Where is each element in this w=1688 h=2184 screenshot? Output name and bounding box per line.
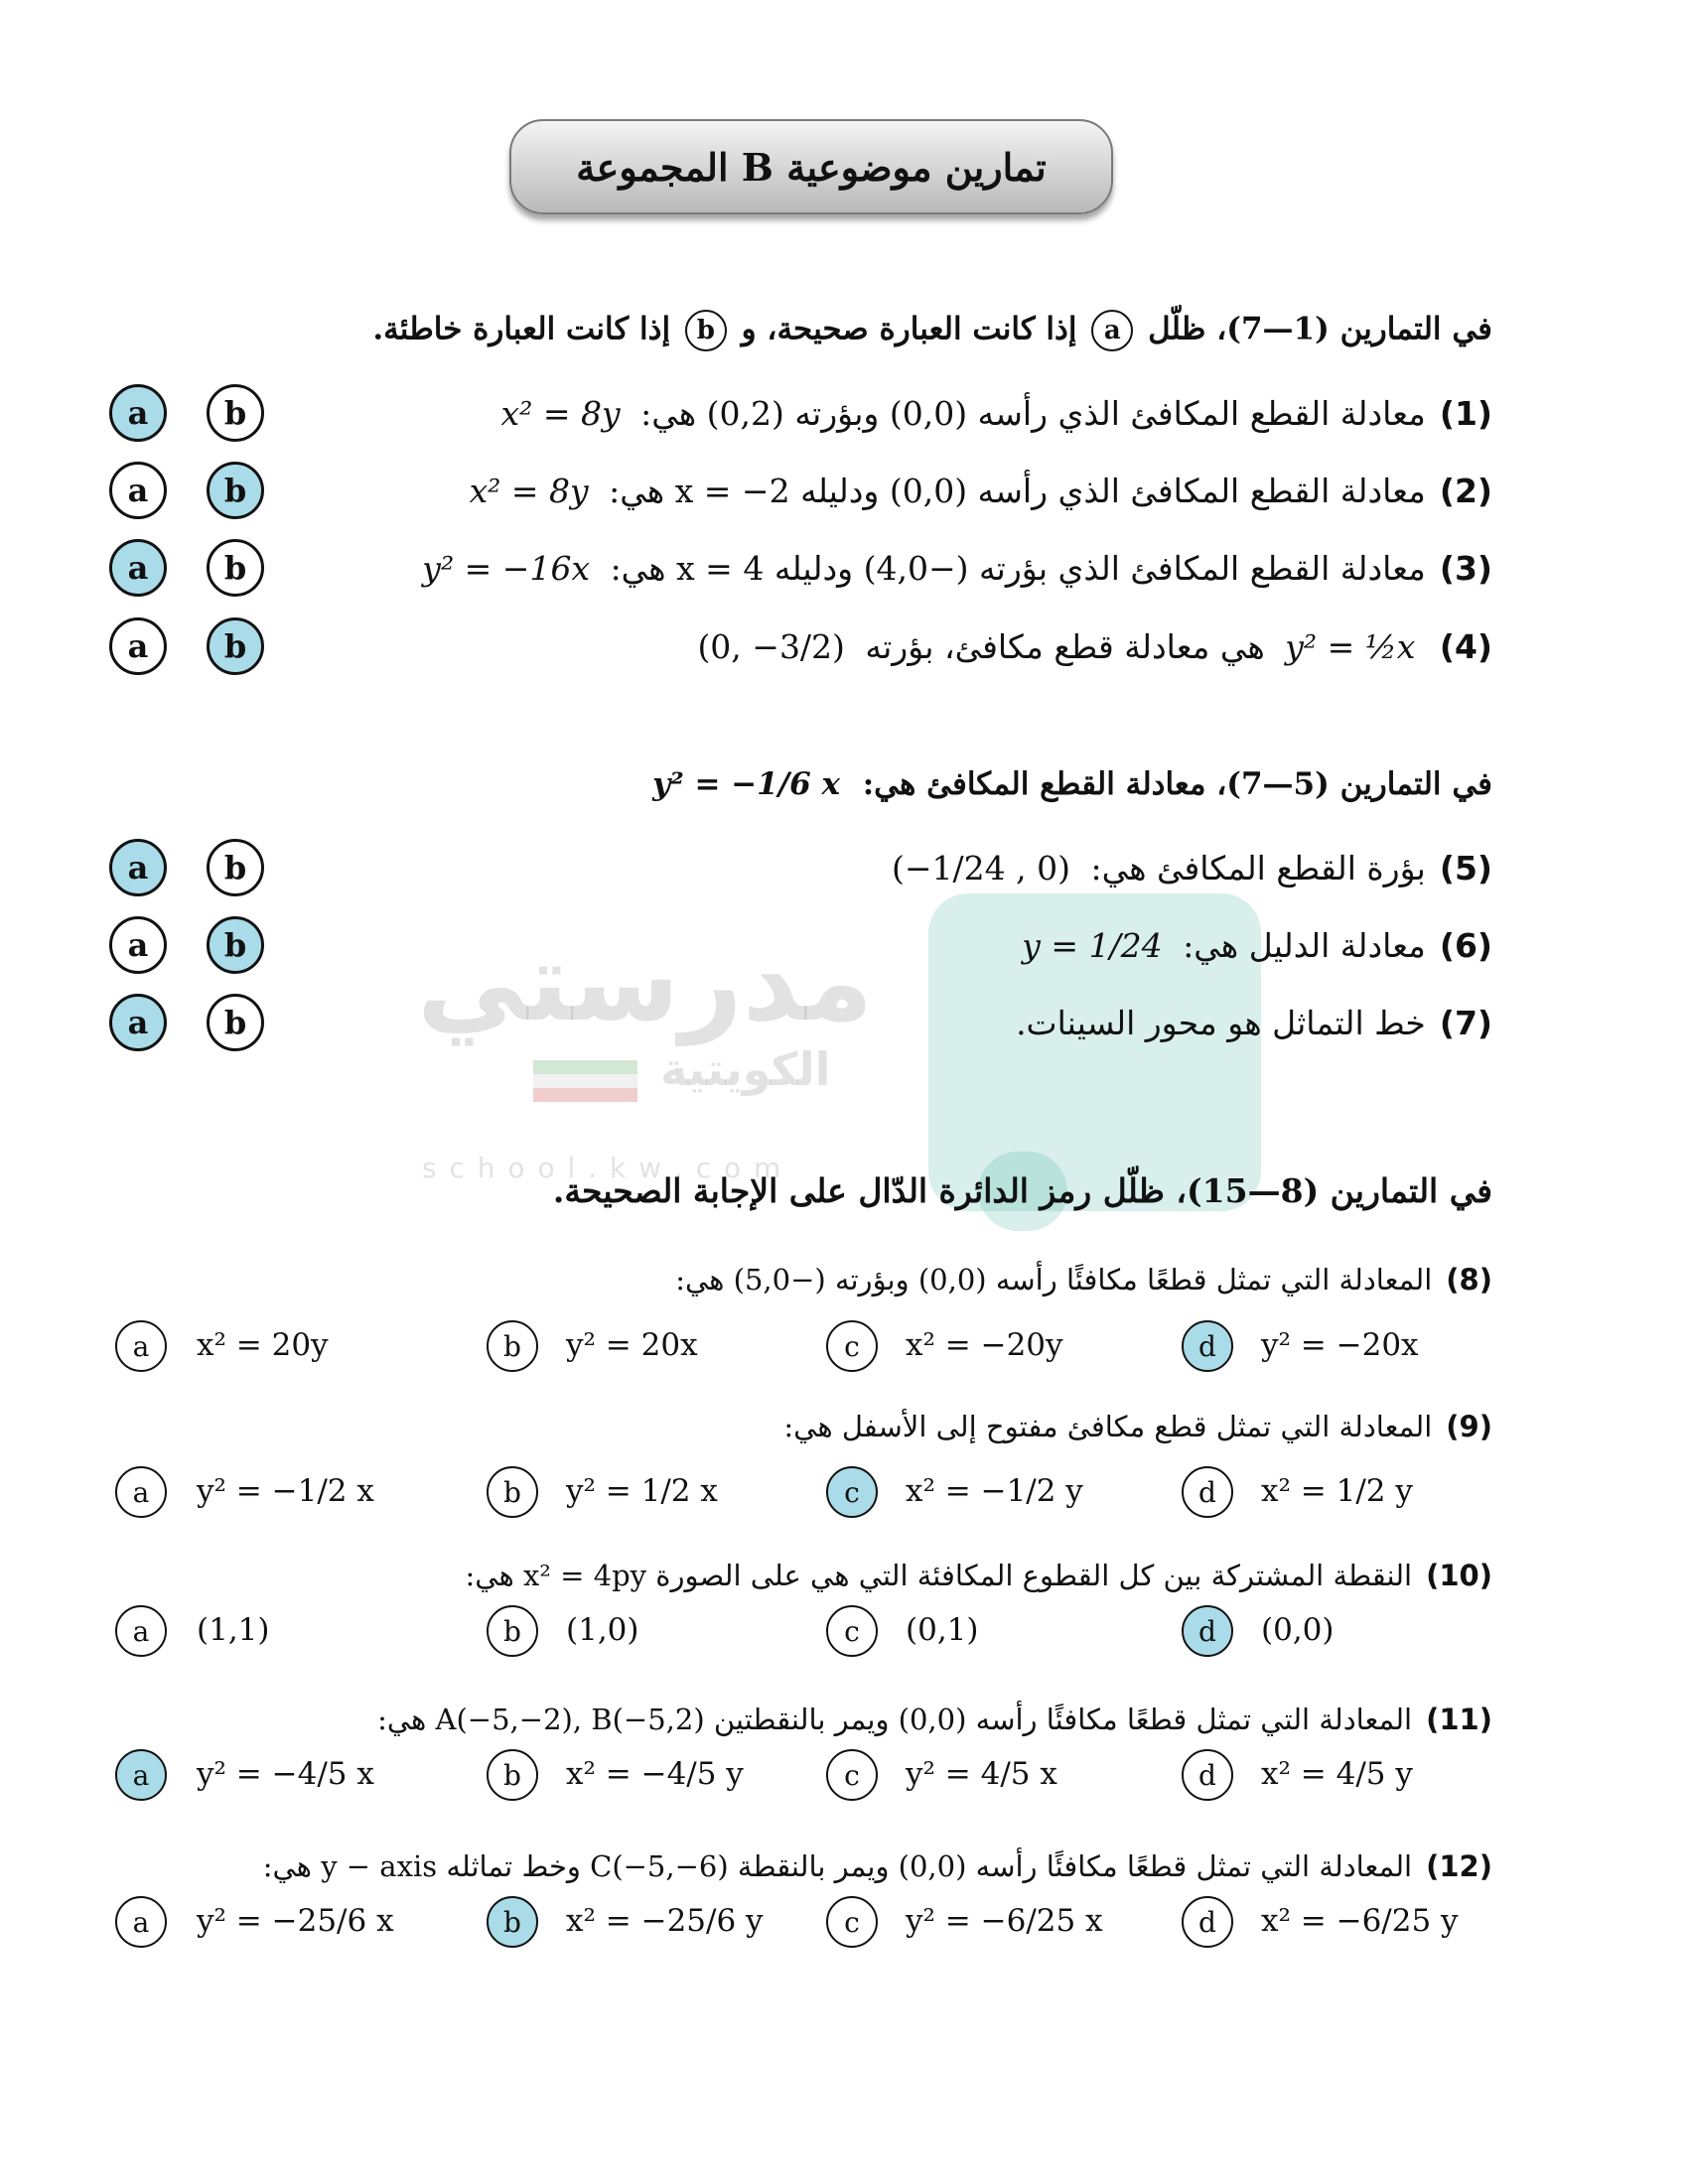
s1-q3-option-b[interactable]: b: [207, 539, 264, 597]
section2-instruction: في التمارين (5—7)، معادلة القطع المكافئ هي: y² = −1/6 x: [652, 766, 1492, 802]
s1-item-4: (4) y² = ½x هي معادلة قطع مكافئ، بؤرته (0, −3/2): [697, 627, 1492, 666]
q11-option-d[interactable]: d: [1182, 1749, 1233, 1801]
q8-option-c-expr: x² = −20y: [906, 1327, 1063, 1363]
q10-option-b[interactable]: b: [487, 1605, 538, 1657]
s1-q1-option-b[interactable]: b: [207, 384, 264, 442]
s2-item-5-expr: (−1/24 , 0): [891, 849, 1070, 887]
s2-item-6-expr: y = 1/24: [1022, 926, 1163, 965]
s2-q6-option-a[interactable]: a: [109, 916, 167, 974]
s1-q4-option-a[interactable]: a: [109, 617, 167, 675]
q12-option-c[interactable]: c: [826, 1896, 878, 1948]
section3-instruction: في التمارين (8—15)، ظلّل رمز الدائرة الدّال على الإجابة الصحيحة.: [552, 1171, 1492, 1210]
s1-q1-option-a[interactable]: a: [109, 384, 167, 442]
q11-option-b[interactable]: b: [487, 1749, 538, 1801]
q10-option-d[interactable]: d: [1182, 1605, 1233, 1657]
section-title-pill: [509, 119, 1113, 214]
section1-instruction: في التمارين (1—7)، ظلّل a إذا كانت العبارة صحيحة، و b إذا كانت العبارة خاطئة.: [372, 310, 1492, 351]
s3-q9: (9)المعادلة التي تمثل قطع مكافئ مفتوح إلى الأسفل هي:: [783, 1410, 1492, 1443]
q11-option-a-expr: y² = −4/5 x: [197, 1756, 374, 1792]
q10-option-a-expr: (1,1): [197, 1612, 270, 1648]
s1-item-2: (2)معادلة القطع المكافئ الذي رأسه (0,0) ودليله x = −2 هي: x² = 8y: [469, 472, 1492, 510]
section2-instruction-expr: y² = −1/6 x: [652, 766, 840, 802]
q8-option-a[interactable]: a: [115, 1320, 167, 1372]
s2-item-6: (6)معادلة الدليل هي: y = 1/24: [1022, 926, 1492, 965]
watermark-sub: الكويتية: [660, 1042, 831, 1096]
s2-q5-option-a[interactable]: a: [109, 839, 167, 896]
q9-option-d[interactable]: d: [1182, 1466, 1233, 1518]
s2-q7-option-a[interactable]: a: [109, 994, 167, 1051]
q12-option-b-expr: x² = −25/6 y: [566, 1903, 764, 1939]
section-title: المجموعة B تمارين موضوعية: [576, 144, 1047, 190]
watermark-url: s c h o o l . k w . c o m: [422, 1152, 783, 1184]
s2-q7-option-b[interactable]: b: [207, 994, 264, 1051]
inline-b-circle: b: [685, 310, 727, 351]
s2-item-5: (5)بؤرة القطع المكافئ هي: (−1/24 , 0): [891, 849, 1492, 887]
s1-item-4-expr: y² = ½x: [1285, 627, 1416, 666]
q9-option-b-expr: y² = 1/2 x: [566, 1473, 718, 1509]
q12-option-d-expr: x² = −6/25 y: [1261, 1903, 1459, 1939]
s2-q6-option-b[interactable]: b: [207, 916, 264, 974]
q9-option-c[interactable]: c: [826, 1466, 878, 1518]
q8-option-a-expr: x² = 20y: [197, 1327, 329, 1363]
q8-option-c[interactable]: c: [826, 1320, 878, 1372]
s1-item-1-expr: x² = 8y: [500, 394, 621, 433]
q9-option-a[interactable]: a: [115, 1466, 167, 1518]
s3-q8: (8)المعادلة التي تمثل قطعًا مكافئًا رأسه (0,0) وبؤرته (−5,0) هي:: [675, 1263, 1492, 1297]
s1-item-4-expr2: (0, −3/2): [697, 627, 845, 666]
s1-q3-option-a[interactable]: a: [109, 539, 167, 597]
q11-option-c[interactable]: c: [826, 1749, 878, 1801]
q11-option-c-expr: y² = 4/5 x: [906, 1756, 1057, 1792]
s1-item-1: (1)معادلة القطع المكافئ الذي رأسه (0,0) وبؤرته (0,2) هي: x² = 8y: [500, 394, 1492, 433]
q8-option-b-expr: y² = 20x: [566, 1327, 698, 1363]
watermark-brand: مدرستي: [417, 918, 874, 1045]
q10-option-c-expr: (0,1): [906, 1612, 979, 1648]
q12-option-a-expr: y² = −25/6 x: [197, 1903, 394, 1939]
q9-option-c-expr: x² = −1/2 y: [906, 1473, 1083, 1509]
s3-q10: (10)النقطة المشتركة بين كل القطوع المكافئة التي هي على الصورة x² = 4py هي:: [465, 1559, 1492, 1592]
q9-option-b[interactable]: b: [487, 1466, 538, 1518]
s1-item-3: (3)معادلة القطع المكافئ الذي بؤرته (−4,0) ودليله x = 4 هي: y² = −16x: [422, 549, 1492, 588]
q8-option-d-expr: y² = −20x: [1261, 1327, 1419, 1363]
q11-option-b-expr: x² = −4/5 y: [566, 1756, 744, 1792]
s2-q5-option-b[interactable]: b: [207, 839, 264, 896]
s1-q2-option-b[interactable]: b: [207, 462, 264, 519]
q12-option-d[interactable]: d: [1182, 1896, 1233, 1948]
q10-option-d-expr: (0,0): [1261, 1612, 1335, 1648]
q12-option-c-expr: y² = −6/25 x: [906, 1903, 1103, 1939]
s1-q4-option-b[interactable]: b: [207, 617, 264, 675]
s1-q2-option-a[interactable]: a: [109, 462, 167, 519]
q11-option-d-expr: x² = 4/5 y: [1261, 1756, 1413, 1792]
s3-q12: (12)المعادلة التي تمثل قطعًا مكافئًا رأسه (0,0) ويمر بالنقطة C(−5,−6) وخط تماثله y − axis هي:: [262, 1849, 1492, 1883]
q12-option-b[interactable]: b: [487, 1896, 538, 1948]
s1-item-3-expr: y² = −16x: [422, 549, 591, 588]
q9-option-d-expr: x² = 1/2 y: [1261, 1473, 1413, 1509]
q8-option-d[interactable]: d: [1182, 1320, 1233, 1372]
s3-q11: (11)المعادلة التي تمثل قطعًا مكافئًا رأسه (0,0) ويمر بالنقطتين A(−5,−2), B(−5,2) هي:: [377, 1703, 1492, 1736]
watermark-flag: [533, 1060, 637, 1104]
q10-option-b-expr: (1,0): [566, 1612, 639, 1648]
s2-item-7: (7)خط التماثل هو محور السينات.: [1016, 1004, 1492, 1042]
q10-option-c[interactable]: c: [826, 1605, 878, 1657]
inline-a-circle: a: [1091, 310, 1133, 351]
q10-option-a[interactable]: a: [115, 1605, 167, 1657]
s1-item-2-expr: x² = 8y: [469, 472, 589, 510]
q9-option-a-expr: y² = −1/2 x: [197, 1473, 374, 1509]
q8-option-b[interactable]: b: [487, 1320, 538, 1372]
q11-option-a[interactable]: a: [115, 1749, 167, 1801]
q12-option-a[interactable]: a: [115, 1896, 167, 1948]
